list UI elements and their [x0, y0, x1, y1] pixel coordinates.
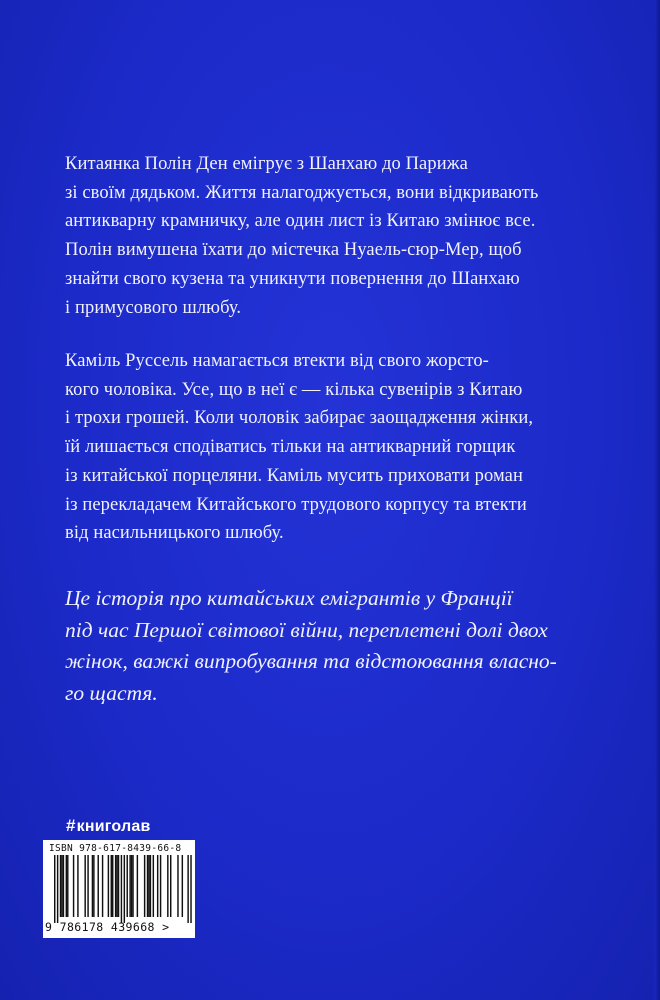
barcode-bar — [124, 855, 125, 923]
barcode-bar — [73, 855, 74, 917]
barcode-bar — [93, 855, 94, 917]
barcode-bar — [57, 855, 58, 923]
barcode-bar — [87, 855, 88, 917]
barcode-bar — [150, 855, 151, 917]
barcode-bar — [148, 855, 149, 917]
barcode-bar — [177, 855, 178, 917]
text-line: кого чоловіка. Усе, що в неї є — кілька сувенірів з Китаю — [65, 379, 523, 400]
text-line: антикварну крамничку, але один лист із Китаю змінює все. — [65, 211, 536, 232]
barcode-bar — [92, 855, 93, 917]
barcode-bar — [61, 855, 62, 917]
tagline-italic — [65, 583, 605, 709]
tagline-line: Це історія про китайських емігрантів у Франції — [65, 586, 513, 610]
barcode-bar — [132, 855, 133, 917]
barcode-bar — [102, 855, 103, 917]
barcode-bar — [131, 855, 132, 917]
tagline-line: го щастя. — [65, 680, 158, 705]
hashtag-icon: # — [66, 816, 76, 835]
barcode-bar — [137, 855, 138, 917]
barcode-bar — [77, 855, 78, 917]
barcode-bar — [66, 855, 67, 917]
text-line: Китаянка Полін Ден емігрує з Шанхаю до Парижа — [65, 154, 468, 174]
synopsis-paragraph-1 — [65, 150, 605, 322]
text-line: знайти свого кузена та уникнути повернення до Шанхаю — [65, 268, 520, 289]
tagline-line: жінок, важкі випробування та відстоювання власно- — [65, 649, 557, 673]
synopsis-paragraph-2 — [65, 347, 605, 548]
barcode-bar — [98, 855, 99, 917]
barcode-bar — [121, 855, 122, 923]
barcode-bar — [160, 855, 161, 917]
text-line: Каміль Руссель намагається втекти від свого жорсто- — [65, 351, 489, 371]
barcode-bar — [111, 855, 112, 917]
barcode-bar — [182, 855, 183, 917]
barcode-bar — [67, 855, 68, 917]
barcode-bar — [190, 855, 191, 923]
barcode-bar — [108, 855, 109, 917]
cover-edge-shadow — [654, 0, 660, 1000]
barcode-bar — [60, 855, 61, 917]
barcode-bar — [54, 855, 55, 923]
barcode-bar — [167, 855, 168, 917]
isbn-text: ISBN 978-617-8439-66-8 — [49, 843, 182, 854]
text-line: зі своїм дядьком. Життя налагоджується, вони відкривають — [65, 182, 539, 203]
barcode-bar — [116, 855, 117, 917]
text-line: із китайської порцеляни. Каміль мусить приховати роман — [65, 465, 523, 486]
barcode-bar — [153, 855, 154, 917]
barcode-bar — [127, 855, 128, 917]
text-line: і трохи грошей. Коли чоловік забирає заощадження жінки, — [65, 408, 534, 429]
barcode-bar — [112, 855, 113, 917]
barcode-bar — [147, 855, 148, 917]
text-line: від насильницького шлюбу. — [65, 523, 284, 544]
barcode-bar — [63, 855, 64, 917]
barcode-bar — [115, 855, 116, 917]
text-line: їй лишається сподіватись тільки на антикварний горщик — [65, 437, 516, 458]
barcode-bar — [129, 855, 130, 917]
barcode-label — [43, 840, 195, 938]
barcode-bar — [187, 855, 188, 923]
barcode-bar — [157, 855, 158, 917]
barcode-bar — [118, 855, 119, 917]
ean-digits: 9 786178 439668 > — [45, 920, 170, 934]
publisher-name: книголав — [76, 818, 151, 835]
tagline-line: під час Першої світової війни, переплетені долі двох — [65, 617, 548, 642]
text-line: Полін вимушена їхати до містечка Нуаель-сюр-Мер, щоб — [65, 240, 522, 261]
text-line: із перекладачем Китайського трудового корпусу та втекти — [65, 494, 527, 515]
barcode-bar — [84, 855, 85, 917]
barcode-bar — [170, 855, 171, 917]
text-line: і примусового шлюбу. — [65, 297, 242, 318]
publisher-logo — [66, 816, 151, 836]
barcode-bar — [144, 855, 145, 917]
